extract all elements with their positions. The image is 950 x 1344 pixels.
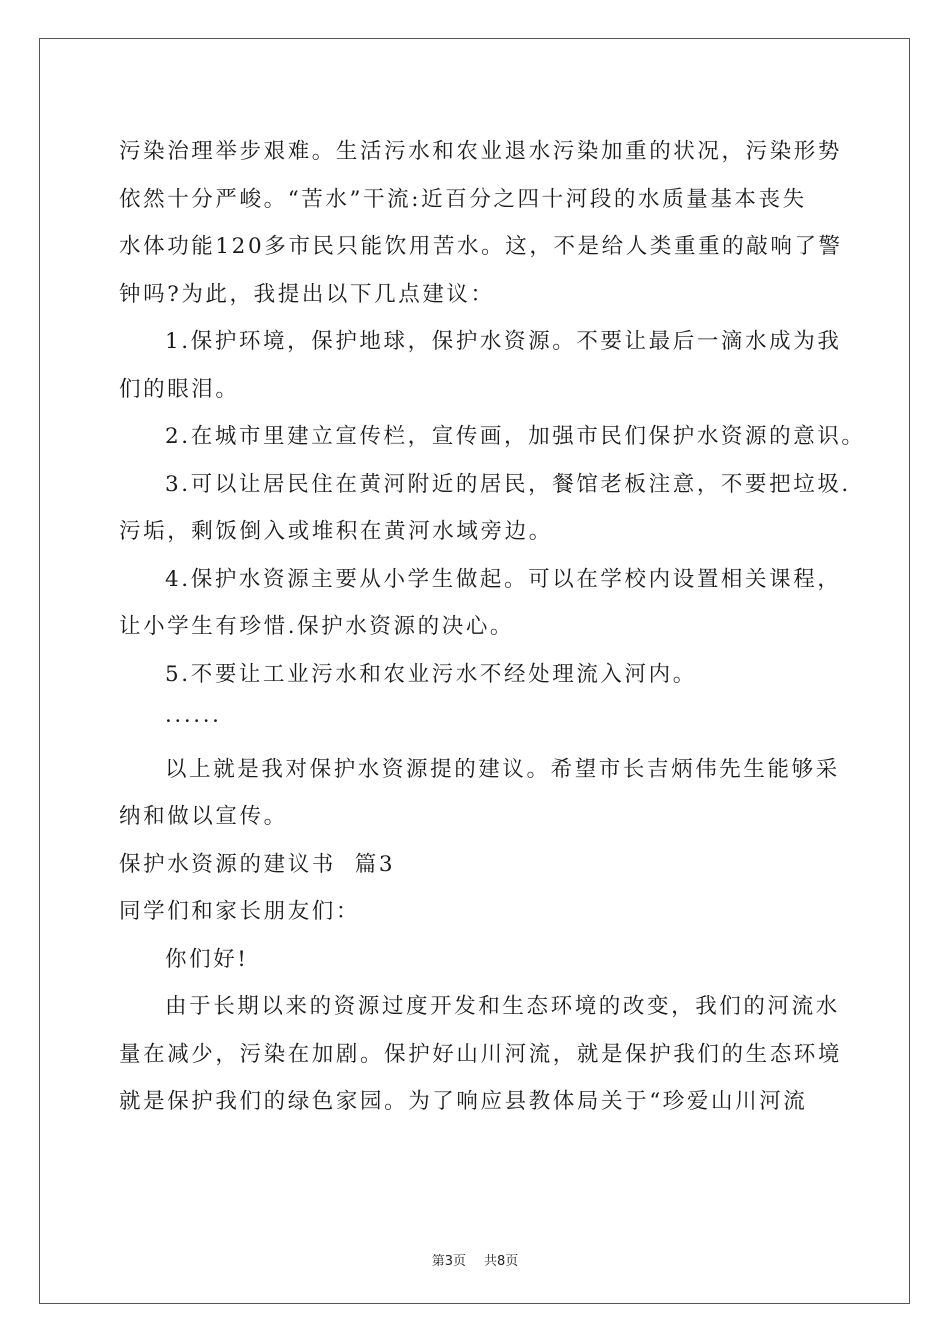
closing-paragraph: 以上就是我对保护水资源提的建议。希望市长吉炳伟先生能够采 bbox=[165, 756, 840, 782]
salutation: 同学们和家长朋友们： bbox=[119, 899, 361, 924]
text-line: 水体功能120多市民只能饮用苦水。这，不是给人类重重的敲响了警 bbox=[119, 234, 843, 259]
page-number: 第3页 bbox=[431, 1254, 466, 1269]
greeting: 你们好! bbox=[165, 946, 249, 972]
text-line: 纳和做以宣传。 bbox=[119, 804, 288, 829]
text-line: 污染治理举步艰难。生活污水和农业退水污染加重的状况，污染形势 bbox=[119, 139, 843, 164]
paragraph-start: 由于长期以来的资源过度开发和生态环境的改变，我们的河流水 bbox=[165, 994, 840, 1019]
text-line: 钟吗?为此，我提出以下几点建议： bbox=[119, 281, 495, 307]
text-line: 污垢，剩饭倒入或堆积在黄河水域旁边。 bbox=[119, 519, 553, 544]
page-total: 共8页 bbox=[484, 1254, 519, 1269]
text-line: 量在减少，污染在加剧。保护好山川河流，就是保护我们的生态环境 bbox=[119, 1041, 843, 1067]
section-heading: 保护水资源的建议书 篇3 bbox=[119, 851, 396, 877]
document-body bbox=[119, 128, 866, 1126]
list-item-5: 5.不要让工业污水和农业污水不经处理流入河内。 bbox=[165, 661, 697, 687]
text-line: 就是保护我们的绿色家园。为了响应县教体局关于“珍爱山川河流 bbox=[119, 1089, 808, 1114]
list-item-4: 4.保护水资源主要从小学生做起。可以在学校内设置相关课程， bbox=[165, 566, 842, 592]
text-line: 依然十分严峻。“苦水”干流:近百分之四十河段的水质量基本丧失 bbox=[119, 186, 807, 212]
page-footer bbox=[0, 1250, 950, 1269]
text-line: 们的眼泪。 bbox=[119, 376, 240, 402]
ellipsis: ······ bbox=[165, 709, 222, 734]
list-item-1: 1.保护环境，保护地球，保护水资源。不要让最后一滴水成为我 bbox=[165, 329, 842, 354]
list-item-2: 2.在城市里建立宣传栏，宣传画，加强市民们保护水资源的意识。 bbox=[165, 424, 866, 449]
text-line: 让小学生有珍惜.保护水资源的决心。 bbox=[119, 614, 515, 639]
list-item-3: 3.可以让居民住在黄河附近的居民，餐馆老板注意，不要把垃圾. bbox=[165, 471, 851, 497]
